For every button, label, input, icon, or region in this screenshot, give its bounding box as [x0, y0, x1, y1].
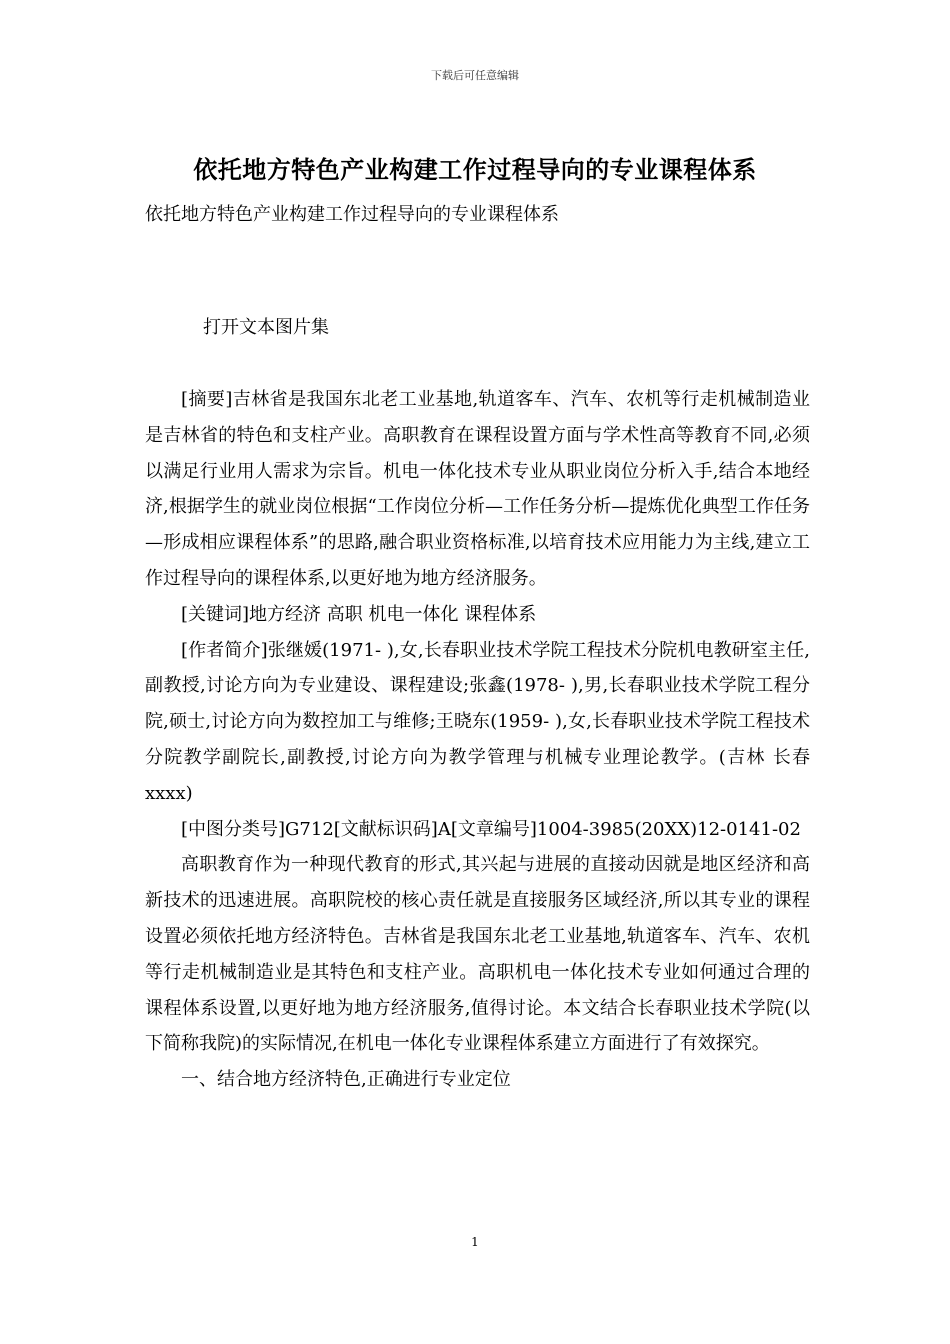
author-bio-paragraph: [作者简介]张继媛(1971- ),女,长春职业技术学院工程技术分院机电教研室主任,副教授,讨论方向为专业建设、课程建设;张鑫(1978- ),男,长春职业技术学院工程分院,硕士,讨论方向为数控加工与维修;王晓东(1959- ),女,长春职业技术学院工程技术分院教学副院长,副教授,讨论方向为教学管理与机械专业理论教学。(吉林 长春 xxxx) [145, 639, 810, 804]
section-heading: 一、结合地方经济特色,正确进行专业定位 [181, 1069, 511, 1091]
abstract-paragraph: [摘要]吉林省是我国东北老工业基地,轨道客车、汽车、农机等行走机械制造业是吉林省的特色和支柱产业。高职教育在课程设置方面与学术性高等教育不同,必须以满足行业用人需求为宗旨。机电一体化技术专业从职业岗位分析入手,结合本地经济,根据学生的就业岗位根据“工作岗位分析—工作任务分析—提炼优化典型工作任务—形成相应课程体系”的思路,融合职业资格标准,以培育技术应用能力为主线,建立工作过程导向的课程体系,以更好地为地方经济服务。 [145, 389, 810, 589]
open-image-gallery-link[interactable]: 打开文本图片集 [203, 317, 329, 338]
classification-paragraph: [中图分类号]G712[文献标识码]A[文章编号]1004-3985(20XX)12-0141-02 [181, 818, 801, 840]
page-subtitle: 依托地方特色产业构建工作过程导向的专业课程体系 [145, 204, 559, 225]
article-body [145, 382, 810, 1098]
intro-paragraph: 高职教育作为一种现代教育的形式,其兴起与进展的直接动因就是地区经济和高新技术的迅速进展。高职院校的核心责任就是直接服务区域经济,所以其专业的课程设置必须依托地方经济特色。吉林省是我国东北老工业基地,轨道客车、汽车、农机等行走机械制造业是其特色和支柱产业。高职机电一体化技术专业如何通过合理的课程体系设置,以更好地为地方经济服务,值得讨论。本文结合长春职业技术学院(以下简称我院)的实际情况,在机电一体化专业课程体系建立方面进行了有效探究。 [145, 854, 810, 1055]
keywords-paragraph: [关键词]地方经济 高职 机电一体化 课程体系 [181, 603, 537, 625]
page-number: 1 [471, 1235, 479, 1249]
page-title: 依托地方特色产业构建工作过程导向的专业课程体系 [193, 155, 757, 184]
header-note: 下载后可任意编辑 [431, 69, 519, 82]
